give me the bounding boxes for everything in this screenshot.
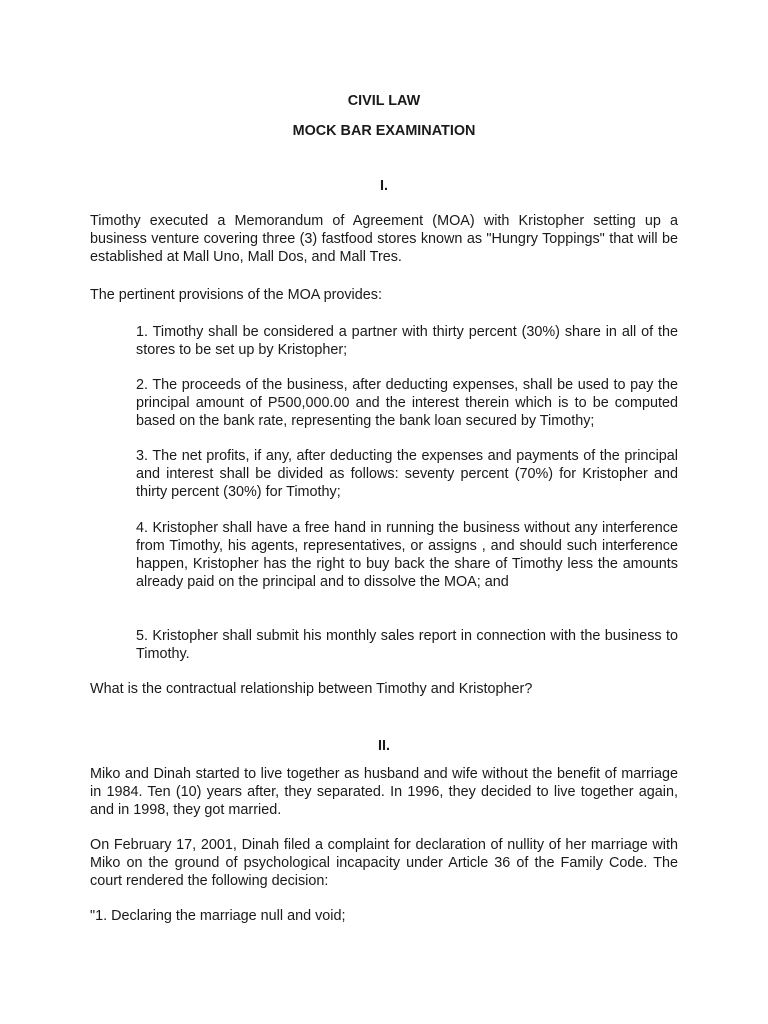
section-number: I.: [380, 178, 388, 194]
document-title: CIVIL LAW: [347, 93, 421, 109]
section-paragraph: On February 17, 2001, Dinah filed a complaint for declaration of nullity of her marriage with Miko on the ground of psychological incapacity under Article 36 of the Family Code. The court rendered the following decision:: [90, 837, 678, 889]
list-item: 1. Timothy shall be considered a partner with thirty percent (30%) share in all of the stores to be set up by Kristopher;: [136, 324, 678, 358]
section-intro: Timothy executed a Memorandum of Agreement (MOA) with Kristopher setting up a business venture covering three (3) fastfood stores known as "Hungry Toppings" that will be established at Mall Uno, Mall Dos, and Mall Tres.: [90, 213, 678, 265]
list-item: 2. The proceeds of the business, after deducting expenses, shall be used to pay the principal amount of P500,000.00 and the interest therein which is to be computed based on the bank rate, representing the bank loan secured by Timothy;: [136, 377, 678, 429]
section-paragraph: Miko and Dinah started to live together as husband and wife without the benefit of marriage in 1984. Ten (10) years after, they separated. In 1996, they decided to live together again, and in 1998, they got married.: [90, 766, 678, 818]
section-paragraph: "1. Declaring the marriage null and void;: [90, 908, 346, 924]
section-lead: The pertinent provisions of the MOA provides:: [90, 287, 382, 303]
list-item: 5. Kristopher shall submit his monthly sales report in connection with the business to Timothy.: [136, 628, 678, 662]
section-number: II.: [378, 738, 390, 754]
list-item: 4. Kristopher shall have a free hand in running the business without any interference from Timothy, his agents, representatives, or assigns , and should such interference happen, Kristopher has the right to buy back the share of Timothy less the amounts already paid on the principal and to dissolve the MOA; and: [136, 520, 678, 590]
list-item: 3. The net profits, if any, after deducting the expenses and payments of the principal and interest shall be divided as follows: seventy percent (70%) for Kristopher and thirty percent (30%) for Timothy;: [136, 448, 678, 500]
section-question: What is the contractual relationship between Timothy and Kristopher?: [90, 681, 533, 697]
document-subtitle: MOCK BAR EXAMINATION: [292, 123, 476, 139]
